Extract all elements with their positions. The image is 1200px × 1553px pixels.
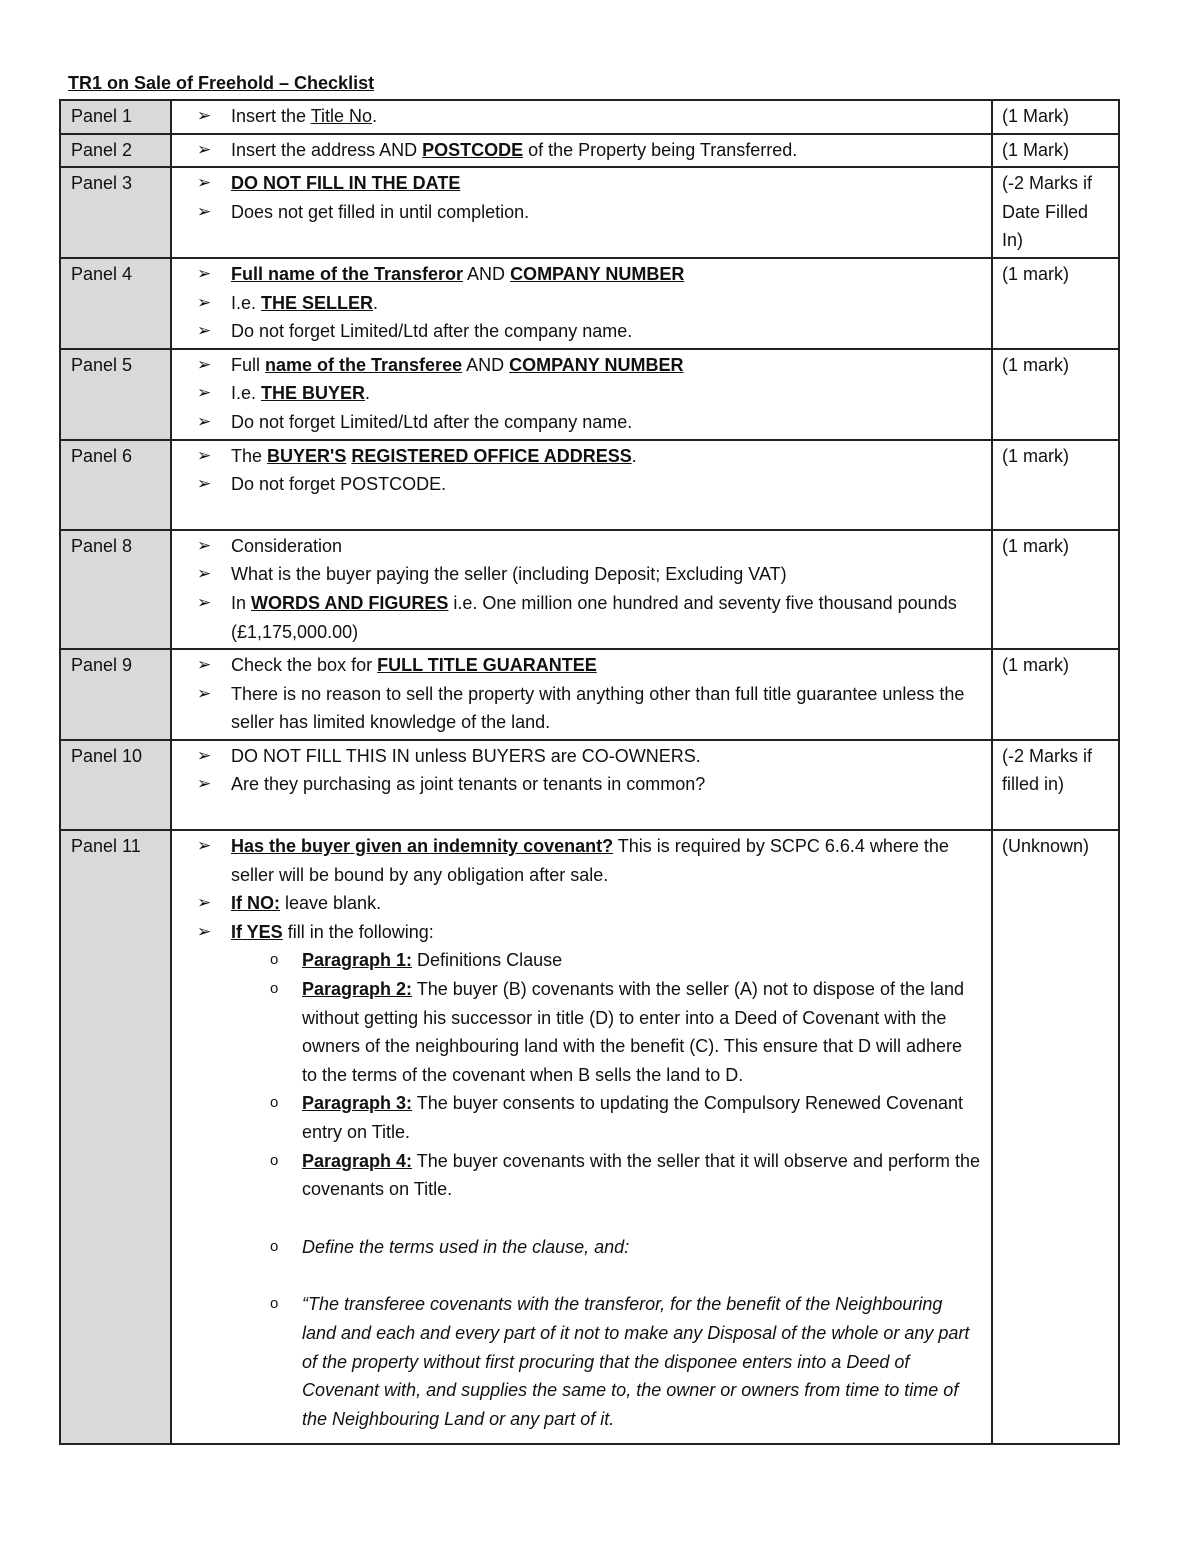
table-row bbox=[60, 530, 1119, 649]
arrow-bullet-icon: ➢ bbox=[197, 354, 212, 374]
circle-bullet-icon: o bbox=[270, 1295, 279, 1313]
blank-line bbox=[182, 1433, 981, 1441]
panel-mark: (1 mark) bbox=[992, 349, 1119, 440]
list-item: ➢ If NO: leave blank. bbox=[182, 889, 981, 918]
table-row bbox=[60, 100, 1119, 134]
arrow-bullet-icon: ➢ bbox=[197, 445, 212, 465]
arrow-bullet-icon: ➢ bbox=[197, 893, 212, 913]
panel-label: Panel 10 bbox=[60, 740, 171, 830]
panel-instructions bbox=[171, 134, 992, 168]
panel-label: Panel 1 bbox=[60, 100, 171, 134]
arrow-bullet-icon: ➢ bbox=[197, 474, 212, 494]
arrow-bullet-icon: ➢ bbox=[197, 292, 212, 312]
panel-instructions bbox=[171, 349, 992, 440]
list-item: ➢ Do not forget POSTCODE. bbox=[182, 470, 981, 499]
panel-mark: (1 mark) bbox=[992, 440, 1119, 530]
table-row bbox=[60, 134, 1119, 168]
panel-mark: (-2 Marks if filled in) bbox=[992, 740, 1119, 830]
panel-label: Panel 6 bbox=[60, 440, 171, 530]
list-item: ➢ In WORDS AND FIGURES i.e. One million one hundred and seventy five thousand pounds (£1,175,000.00) bbox=[182, 589, 981, 646]
arrow-bullet-icon: ➢ bbox=[197, 836, 212, 856]
list-item: ➢ If YES fill in the following: bbox=[182, 918, 981, 947]
table-row bbox=[60, 740, 1119, 830]
list-item: ➢ Insert the Title No. bbox=[182, 102, 981, 131]
sub-list-item: o Paragraph 4: The buyer covenants with the seller that it will observe and perform the covenants on Title. bbox=[182, 1147, 981, 1204]
arrow-bullet-icon: ➢ bbox=[197, 655, 212, 675]
panel-mark: (1 Mark) bbox=[992, 100, 1119, 134]
arrow-bullet-icon: ➢ bbox=[197, 535, 212, 555]
panel-mark: (1 Mark) bbox=[992, 134, 1119, 168]
table-row bbox=[60, 830, 1119, 1444]
arrow-bullet-icon: ➢ bbox=[197, 411, 212, 431]
panel-mark: (1 mark) bbox=[992, 258, 1119, 349]
arrow-bullet-icon: ➢ bbox=[197, 321, 212, 341]
panel-instructions bbox=[171, 649, 992, 740]
arrow-bullet-icon: ➢ bbox=[197, 774, 212, 794]
circle-bullet-icon: o bbox=[270, 1237, 279, 1255]
panel-instructions bbox=[171, 830, 992, 1444]
circle-bullet-icon: o bbox=[270, 1094, 279, 1112]
table-row bbox=[60, 167, 1119, 258]
panel-mark: (1 mark) bbox=[992, 649, 1119, 740]
circle-bullet-icon: o bbox=[270, 1151, 279, 1169]
arrow-bullet-icon: ➢ bbox=[197, 139, 212, 159]
circle-bullet-icon: o bbox=[270, 951, 279, 969]
table-row bbox=[60, 649, 1119, 740]
list-item: ➢ Check the box for FULL TITLE GUARANTEE bbox=[182, 651, 981, 680]
list-item: ➢ What is the buyer paying the seller (including Deposit; Excluding VAT) bbox=[182, 560, 981, 589]
circle-bullet-icon: o bbox=[270, 980, 279, 998]
panel-instructions bbox=[171, 258, 992, 349]
panel-label: Panel 3 bbox=[60, 167, 171, 258]
page-title: TR1 on Sale of Freehold – Checklist bbox=[68, 73, 375, 93]
arrow-bullet-icon: ➢ bbox=[197, 383, 212, 403]
panel-label: Panel 4 bbox=[60, 258, 171, 349]
panel-label: Panel 8 bbox=[60, 530, 171, 649]
arrow-bullet-icon: ➢ bbox=[197, 263, 212, 283]
panel-label: Panel 5 bbox=[60, 349, 171, 440]
table-row bbox=[60, 349, 1119, 440]
sub-list-item: o “The transferee covenants with the transferor, for the benefit of the Neighbouring land and each and every part of it not to make any Disposal of the whole or any part of the property without first procuring that the disponee enters into a Deed of Covenant with, and supplies the same to, the owner or owners from time to time of the Neighbouring Land or any part of it. bbox=[182, 1290, 981, 1433]
list-item: ➢ Insert the address AND POSTCODE of the Property being Transferred. bbox=[182, 136, 981, 165]
panel-instructions bbox=[171, 167, 992, 258]
sub-list-item: o Define the terms used in the clause, and: bbox=[182, 1233, 981, 1262]
list-item: ➢ DO NOT FILL THIS IN unless BUYERS are CO-OWNERS. bbox=[182, 742, 981, 771]
panel-mark: (-2 Marks if Date Filled In) bbox=[992, 167, 1119, 258]
panel-instructions bbox=[171, 530, 992, 649]
sub-list-item: o Paragraph 1: Definitions Clause bbox=[182, 946, 981, 975]
list-item: ➢ Consideration bbox=[182, 532, 981, 561]
list-item: ➢ I.e. THE BUYER. bbox=[182, 379, 981, 408]
blank-line bbox=[182, 499, 981, 527]
panel-instructions bbox=[171, 440, 992, 530]
arrow-bullet-icon: ➢ bbox=[197, 921, 212, 941]
arrow-bullet-icon: ➢ bbox=[197, 201, 212, 221]
panel-label: Panel 2 bbox=[60, 134, 171, 168]
list-item: ➢ Do not forget Limited/Ltd after the company name. bbox=[182, 408, 981, 437]
list-item: ➢ The BUYER'S REGISTERED OFFICE ADDRESS. bbox=[182, 442, 981, 471]
list-item: ➢ Full name of the Transferee AND COMPANY NUMBER bbox=[182, 351, 981, 380]
list-item: ➢ I.e. THE SELLER. bbox=[182, 289, 981, 318]
list-item: ➢ There is no reason to sell the property with anything other than full title guarantee unless the seller has limited knowledge of the land. bbox=[182, 680, 981, 737]
list-item: ➢ Full name of the Transferor AND COMPANY NUMBER bbox=[182, 260, 981, 289]
list-item: ➢ Does not get filled in until completion. bbox=[182, 198, 981, 227]
arrow-bullet-icon: ➢ bbox=[197, 683, 212, 703]
panel-label: Panel 11 bbox=[60, 830, 171, 1444]
blank-line bbox=[182, 799, 981, 827]
sub-list-item: o Paragraph 3: The buyer consents to updating the Compulsory Renewed Covenant entry on Title. bbox=[182, 1089, 981, 1146]
panel-instructions bbox=[171, 740, 992, 830]
arrow-bullet-icon: ➢ bbox=[197, 564, 212, 584]
list-item: ➢ Do not forget Limited/Ltd after the company name. bbox=[182, 317, 981, 346]
table-row bbox=[60, 440, 1119, 530]
panel-mark: (1 mark) bbox=[992, 530, 1119, 649]
arrow-bullet-icon: ➢ bbox=[197, 592, 212, 612]
panel-instructions bbox=[171, 100, 992, 134]
table-row bbox=[60, 258, 1119, 349]
arrow-bullet-icon: ➢ bbox=[197, 745, 212, 765]
panel-label: Panel 9 bbox=[60, 649, 171, 740]
arrow-bullet-icon: ➢ bbox=[197, 106, 212, 125]
arrow-bullet-icon: ➢ bbox=[197, 173, 212, 193]
panel-mark: (Unknown) bbox=[992, 830, 1119, 1444]
list-item: ➢ Are they purchasing as joint tenants or tenants in common? bbox=[182, 770, 981, 799]
list-item: ➢ DO NOT FILL IN THE DATE bbox=[182, 169, 981, 198]
checklist-table bbox=[59, 99, 1120, 1445]
list-item: ➢ Has the buyer given an indemnity covenant? This is required by SCPC 6.6.4 where the seller will be bound by any obligation after sale. bbox=[182, 832, 981, 889]
sub-list-item: o Paragraph 2: The buyer (B) covenants with the seller (A) not to dispose of the land without getting his successor in title (D) to enter into a Deed of Covenant with the owners of the neighbouring land with the benefit (C). This ensure that D will adhere to the terms of the covenant when B sells the land to D. bbox=[182, 975, 981, 1089]
